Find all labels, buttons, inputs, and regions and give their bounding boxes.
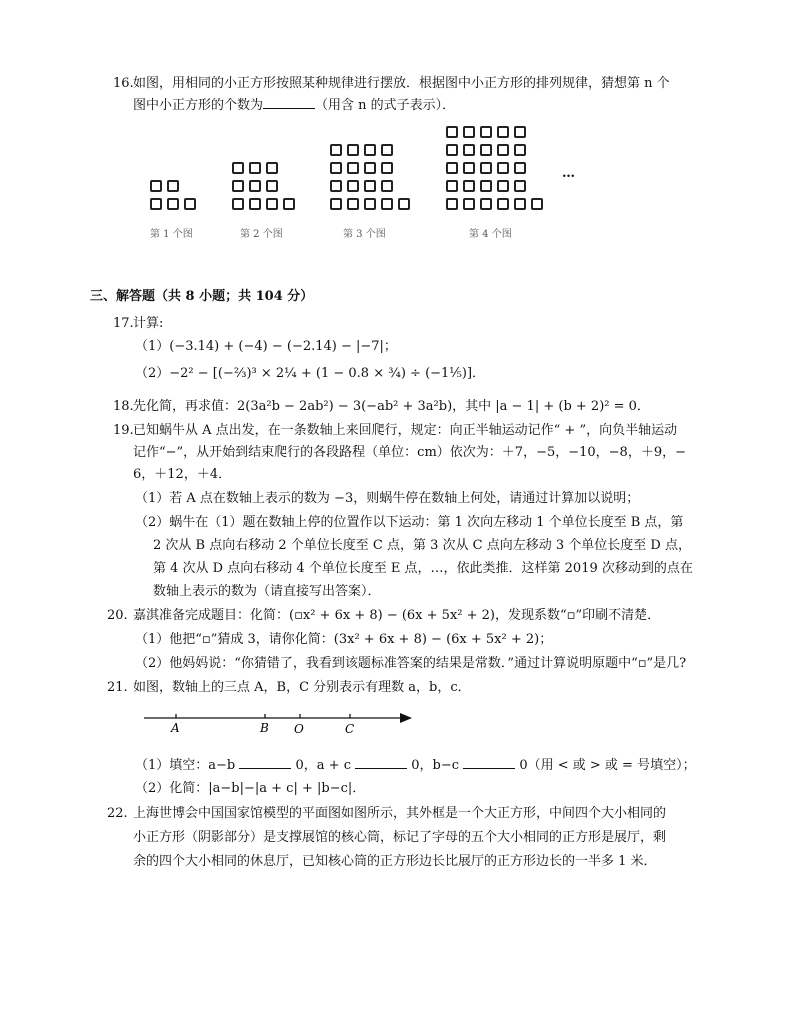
- q16-line2-text: 图中小正方形的个数为: [133, 98, 264, 113]
- q21-part2: （2）化简：|a−b|−|a + c| + |b−c|．: [135, 781, 366, 796]
- q21-blank-1[interactable]: [239, 756, 291, 769]
- q16-line2: [133, 96, 455, 116]
- q21-label-a: A: [171, 721, 180, 735]
- q21-blank-2[interactable]: [355, 756, 407, 769]
- q19-line1: 已知蜗牛从 A 点出发，在一条数轴上来回爬行，规定：向正半轴运动记作“ + ”，向负半轴运动: [133, 423, 678, 438]
- q22-line1: 上海世博会中国国家馆模型的平面图如图所示，其外框是一个大正方形，中间四个大小相同的: [133, 806, 667, 821]
- q19-line3: 6，＋12，＋4．: [133, 467, 232, 482]
- q21-part1-c: 0，b−c: [411, 758, 460, 773]
- q21-number: 21.: [107, 680, 128, 695]
- q22-line3: 余的四个大小相同的休息厅，已知核心筒的正方形边长比展厅的正方形边长的一半多 1 米．: [133, 854, 657, 869]
- q21-part1: [135, 756, 696, 776]
- q16-line1: 如图，用相同的小正方形按照某种规律进行摆放．根据图中小正方形的排列规律，猜想第 n 个: [133, 76, 670, 91]
- q16-caption-1: 第 1 个图: [150, 229, 193, 240]
- q20-text: 嘉淇准备完成题目：化简：(▫x² + 6x + 8) − (6x + 5x² + 2)，发现系数“▫”印刷不清楚．: [133, 608, 661, 623]
- q21-part1-d: 0（用 < 或 > 或 = 号填空）；: [519, 758, 696, 773]
- q19-part2-line2: 2 次从 B 点向右移动 2 个单位长度至 C 点，第 3 次从 C 点向左移动 3 个单位长度至 D 点，: [153, 538, 691, 553]
- q18-text: 先化简，再求值：2(3a²b − 2ab²) − 3(−ab² + 3a²b)，其中 |a − 1| + (b + 2)² = 0．: [133, 399, 650, 414]
- q17-title: 计算:: [133, 316, 164, 331]
- q22-line2: 小正方形（阴影部分）是支撑展馆的核心筒，标记了字母的五个大小相同的正方形是展厅，剩: [133, 830, 667, 845]
- q19-part2-line4: 数轴上表示的数为（请直接写出答案）．: [153, 584, 381, 599]
- q21-label-b: B: [260, 721, 269, 735]
- q19-part2-line3: 第 4 次从 D 点向右移动 4 个单位长度至 E 点，…，依此类推．这样第 2019 次移动到的点在: [153, 561, 693, 576]
- q17-part2: （2）−2² − [(−⅔)³ × 2¼ + (1 − 0.8 × ¾) ÷ (−1⅕)]．: [135, 366, 486, 381]
- q16-line2-hint: （用含 n 的式子表示）．: [315, 98, 456, 113]
- q17-part1: （1）(−3.14) + (−4) − (−2.14) − |−7|；: [135, 339, 397, 354]
- q21-part1-b: 0，a + c: [295, 758, 351, 773]
- q20-part2: （2）他妈妈说：“你猜错了，我看到该题标准答案的结果是常数．”通过计算说明原题中“▫”是几?: [135, 656, 687, 671]
- q20-number: 20.: [107, 608, 128, 623]
- q21-number-line: [140, 706, 420, 738]
- q22-number: 22.: [107, 806, 128, 821]
- q16-caption-2: 第 2 个图: [240, 229, 283, 240]
- q19-line2: 记作“−”，从开始到结束爬行的各段路程（单位：cm）依次为：＋7，−5，−10，−8，＋9，−: [133, 445, 686, 460]
- q16-caption-3: 第 3 个图: [343, 229, 386, 240]
- q19-part2-line1: （2）蜗牛在（1）题在数轴上停的位置作以下运动：第 1 次向左移动 1 个单位长度至 B 点，第: [135, 515, 684, 530]
- section-3-title: 三、解答题（共 8 小题；共 104 分）: [90, 289, 314, 304]
- q21-label-c: C: [345, 722, 355, 736]
- q16-caption-4: 第 4 个图: [469, 229, 512, 240]
- q17-number: 17.: [113, 316, 134, 331]
- q20-part1: （1）他把“▫”猜成 3，请你化简：(3x² + 6x + 8) − (6x + 5x² + 2)；: [135, 632, 553, 647]
- q21-text: 如图，数轴上的三点 A，B，C 分别表示有理数 a，b，c．: [133, 680, 471, 695]
- q21-label-o: O: [294, 722, 304, 736]
- q18-number: 18.: [113, 399, 134, 414]
- q21-part1-a: （1）填空：a−b: [135, 758, 236, 773]
- q16-number: 16.: [113, 76, 134, 91]
- q16-answer-blank[interactable]: [263, 96, 315, 109]
- q19-part1: （1）若 A 点在数轴上表示的数为 −3，则蜗牛停在数轴上何处，请通过计算加以说明；: [135, 491, 640, 506]
- q19-number: 19.: [113, 423, 134, 438]
- q21-blank-3[interactable]: [463, 756, 515, 769]
- q16-ellipsis: …: [562, 166, 575, 181]
